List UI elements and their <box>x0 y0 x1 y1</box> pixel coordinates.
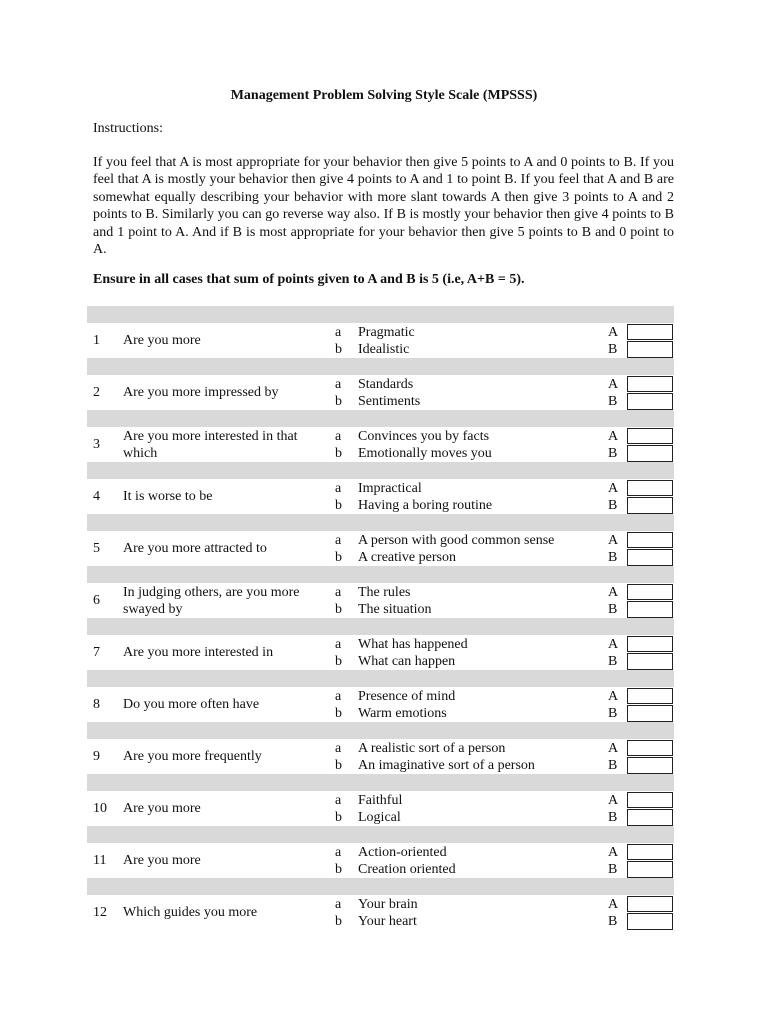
option-a-text: Presence of mind <box>358 689 456 704</box>
score-input-b[interactable] <box>627 549 673 566</box>
score-label-b: B <box>608 342 618 357</box>
question-number: 10 <box>93 801 107 816</box>
question-text: Do you more often have <box>123 697 260 712</box>
option-a-text: A realistic sort of a person <box>358 741 506 756</box>
score-input-b[interactable] <box>627 497 673 514</box>
question-number: 7 <box>93 645 100 660</box>
option-a-text: Your brain <box>358 897 418 912</box>
score-input-a[interactable] <box>627 844 673 860</box>
page-title: Management Problem Solving Style Scale (MPSSS) <box>230 88 538 103</box>
question-row <box>87 427 674 462</box>
question-row <box>87 739 674 774</box>
option-b-text: An imaginative sort of a person <box>358 758 535 773</box>
score-label-b: B <box>608 758 618 773</box>
score-label-a: A <box>608 377 619 392</box>
option-b-marker: b <box>335 602 342 617</box>
score-input-b[interactable] <box>627 341 673 358</box>
question-row <box>87 479 674 514</box>
score-input-b[interactable] <box>627 861 673 878</box>
row-separator <box>87 670 674 687</box>
option-b-text: Emotionally moves you <box>358 446 492 461</box>
option-b-text: Having a boring routine <box>358 498 493 513</box>
question-number: 11 <box>93 853 107 868</box>
score-input-a[interactable] <box>627 792 673 808</box>
option-b-text: Idealistic <box>358 342 410 357</box>
option-a-marker: a <box>335 585 342 600</box>
option-a-text: Action-oriented <box>358 845 447 860</box>
option-a-text: Impractical <box>358 481 422 496</box>
option-b-text: Sentiments <box>358 394 421 409</box>
question-text: Are you more impressed by <box>123 385 279 400</box>
score-input-a[interactable] <box>627 480 673 496</box>
row-separator <box>87 306 674 323</box>
row-separator <box>87 410 674 427</box>
option-a-marker: a <box>335 481 342 496</box>
score-label-a: A <box>608 481 619 496</box>
question-number: 3 <box>93 437 100 452</box>
question-row <box>87 323 674 358</box>
instructions-label: Instructions: <box>93 121 163 136</box>
score-label-a: A <box>608 845 619 860</box>
question-table <box>87 306 674 930</box>
option-a-text: Pragmatic <box>358 325 415 340</box>
option-b-text: Creation oriented <box>358 862 456 877</box>
question-row <box>87 791 674 826</box>
question-row <box>87 843 674 878</box>
option-b-text: Your heart <box>358 914 417 929</box>
score-label-b: B <box>608 446 618 461</box>
score-label-a: A <box>608 741 619 756</box>
question-text: Are you more interested in <box>123 645 274 660</box>
score-label-b: B <box>608 498 618 513</box>
question-number: 6 <box>93 593 100 608</box>
score-input-a[interactable] <box>627 532 673 548</box>
instructions-paragraph: If you feel that A is most appropriate for your behavior then give 5 points to A and 0 points to B. If you feel that A is mostly your behavior then give 4 points to A and 1 to point B. If you feel that A and B are somewhat equally describing your behavior with more slant towards A then give 3 points to A and 2 points to B. Similarly you can go reverse way also. If B is mostly your behavior then give 4 points to B and 1 point to A. And if B is most appropriate for your behavior then give 5 points to B and 0 point to A. <box>93 155 674 258</box>
question-row <box>87 583 674 618</box>
question-text: Are you more frequently <box>123 749 262 764</box>
option-b-marker: b <box>335 862 342 877</box>
option-a-text: A person with good common sense <box>358 533 555 548</box>
score-input-a[interactable] <box>627 428 673 444</box>
score-input-b[interactable] <box>627 809 673 826</box>
question-row <box>87 531 674 566</box>
score-input-a[interactable] <box>627 636 673 652</box>
score-label-b: B <box>608 550 618 565</box>
score-label-a: A <box>608 637 619 652</box>
score-label-a: A <box>608 689 619 704</box>
question-text: Are you more attracted to <box>123 541 267 556</box>
question-text: Are you more <box>123 801 201 816</box>
score-input-b[interactable] <box>627 445 673 462</box>
option-b-marker: b <box>335 810 342 825</box>
question-text: Which guides you more <box>123 905 258 920</box>
question-number: 8 <box>93 697 100 712</box>
question-text: It is worse to be <box>123 489 213 504</box>
question-text: Are you more <box>123 333 201 348</box>
option-a-marker: a <box>335 897 342 912</box>
option-a-marker: a <box>335 325 342 340</box>
question-text: In judging others, are you more swayed by <box>123 584 300 617</box>
question-number: 1 <box>93 333 100 348</box>
question-row <box>87 895 674 930</box>
score-label-b: B <box>608 914 618 929</box>
question-row <box>87 687 674 722</box>
option-a-text: Convinces you by facts <box>358 429 490 444</box>
score-label-a: A <box>608 533 619 548</box>
option-b-marker: b <box>335 706 342 721</box>
score-input-b[interactable] <box>627 705 673 722</box>
score-input-b[interactable] <box>627 653 673 670</box>
option-b-marker: b <box>335 550 342 565</box>
row-separator <box>87 618 674 635</box>
option-b-marker: b <box>335 914 342 929</box>
option-b-marker: b <box>335 394 342 409</box>
option-b-text: What can happen <box>358 654 456 669</box>
score-label-b: B <box>608 654 618 669</box>
score-input-a[interactable] <box>627 740 673 756</box>
score-label-b: B <box>608 706 618 721</box>
score-label-b: B <box>608 394 618 409</box>
question-number: 9 <box>93 749 100 764</box>
question-number: 12 <box>93 905 107 920</box>
row-separator <box>87 462 674 479</box>
score-label-b: B <box>608 810 618 825</box>
question-number: 5 <box>93 541 100 556</box>
option-b-marker: b <box>335 758 342 773</box>
score-label-b: B <box>608 602 618 617</box>
option-a-text: Faithful <box>358 793 403 808</box>
row-separator <box>87 878 674 895</box>
question-text: Are you more <box>123 853 201 868</box>
row-separator <box>87 826 674 843</box>
question-row <box>87 375 674 410</box>
score-input-b[interactable] <box>627 393 673 410</box>
option-a-marker: a <box>335 689 342 704</box>
option-a-marker: a <box>335 637 342 652</box>
score-label-a: A <box>608 793 619 808</box>
score-label-a: A <box>608 429 619 444</box>
option-a-marker: a <box>335 377 342 392</box>
score-label-a: A <box>608 585 619 600</box>
option-b-marker: b <box>335 654 342 669</box>
question-row <box>87 635 674 670</box>
option-b-marker: b <box>335 498 342 513</box>
option-b-text: The situation <box>358 602 432 617</box>
score-label-b: B <box>608 862 618 877</box>
question-text: Are you more interested in that which <box>123 428 298 461</box>
question-number: 2 <box>93 385 100 400</box>
option-a-text: What has happened <box>358 637 468 652</box>
score-input-b[interactable] <box>627 913 673 930</box>
row-separator <box>87 358 674 375</box>
option-a-marker: a <box>335 741 342 756</box>
score-input-a[interactable] <box>627 896 673 912</box>
row-separator <box>87 774 674 791</box>
option-a-marker: a <box>335 533 342 548</box>
score-label-a: A <box>608 325 619 340</box>
option-a-text: The rules <box>358 585 411 600</box>
question-number: 4 <box>93 489 100 504</box>
score-input-a[interactable] <box>627 584 673 600</box>
option-b-marker: b <box>335 446 342 461</box>
option-a-text: Standards <box>358 377 414 392</box>
row-separator <box>87 722 674 739</box>
row-separator <box>87 514 674 531</box>
option-b-text: Warm emotions <box>358 706 447 721</box>
score-input-b[interactable] <box>627 601 673 618</box>
score-input-b[interactable] <box>627 757 673 774</box>
option-b-text: Logical <box>358 810 401 825</box>
option-b-marker: b <box>335 342 342 357</box>
score-input-a[interactable] <box>627 688 673 704</box>
option-a-marker: a <box>335 793 342 808</box>
score-input-a[interactable] <box>627 324 673 340</box>
option-a-marker: a <box>335 845 342 860</box>
option-a-marker: a <box>335 429 342 444</box>
score-input-a[interactable] <box>627 376 673 392</box>
option-b-text: A creative person <box>358 550 456 565</box>
ensure-note: Ensure in all cases that sum of points given to A and B is 5 (i.e, A+B = 5). <box>93 272 525 287</box>
row-separator <box>87 566 674 583</box>
score-label-a: A <box>608 897 619 912</box>
